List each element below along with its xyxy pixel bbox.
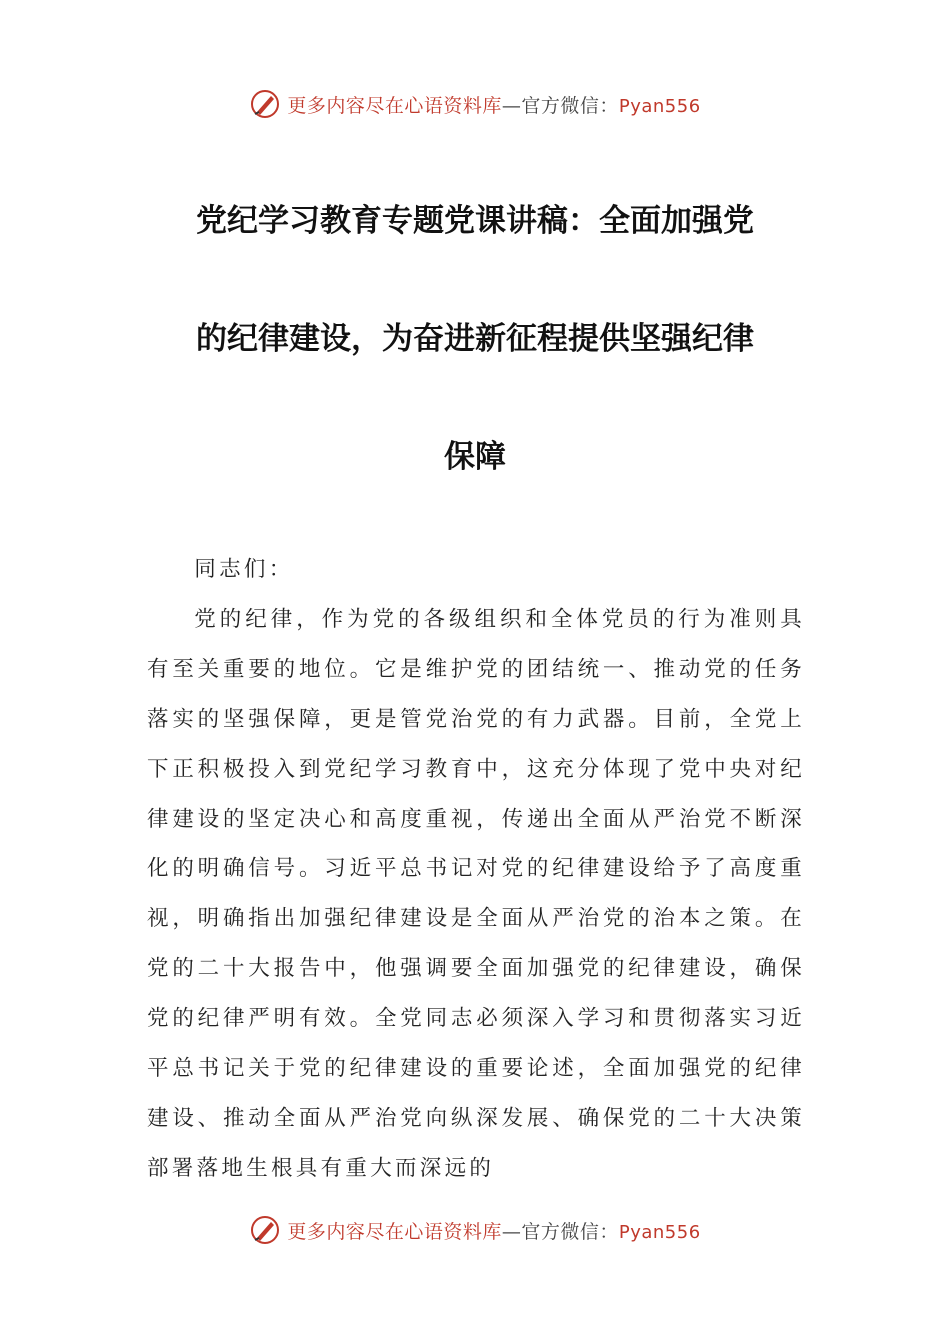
watermark-header xyxy=(0,84,950,124)
watermark-brand: 更多内容尽在心语资料库 xyxy=(287,1220,502,1243)
title-line-1: 党纪学习教育专题党课讲稿：全面加强党 xyxy=(196,203,754,239)
title-line-3: 保障 xyxy=(444,439,506,475)
watermark-wechat-id: Pyan556 xyxy=(618,1221,701,1243)
watermark-footer xyxy=(0,1210,950,1250)
watermark-rest: —官方微信： xyxy=(501,1220,619,1243)
paragraph-1: 党的纪律，作为党的各级组织和全体党员的行为准则具有至关重要的地位。它是维护党的团结统一、推动党的任务落实的坚强保障，更是管党治党的有力武器。目前，全党上下正积极投入到党纪学习教育中，这充分体现了党中央对纪律建设的坚定决心和高度重视，传递出全面从严治党不断深化的明确信号。习近平总书记对党的纪律建设给予了高度重视，明确指出加强纪律建设是全面从严治党的治本之策。在党的二十大报告中，他强调要全面加强党的纪律建设，确保党的纪律严明有效。全党同志必须深入学习和贯彻落实习近平总书记关于党的纪律建设的重要论述，全面加强党的纪律建设、推动全面从严治党向纵深发展、确保党的二十大决策部署落地生根具有重大而深远的 xyxy=(147,606,805,1181)
watermark-text xyxy=(287,91,700,118)
quill-logo-icon xyxy=(249,1214,281,1246)
watermark-text xyxy=(287,1217,700,1244)
watermark-brand: 更多内容尽在心语资料库 xyxy=(287,94,502,117)
watermark-wechat-id: Pyan556 xyxy=(618,95,701,117)
quill-logo-icon xyxy=(249,88,281,120)
watermark-rest: —官方微信： xyxy=(501,94,619,117)
title-line-2: 的纪律建设，为奋进新征程提供坚强纪律 xyxy=(196,321,754,357)
document-title xyxy=(140,162,810,516)
salutation: 同志们： xyxy=(194,557,294,582)
document-body xyxy=(147,545,805,1194)
